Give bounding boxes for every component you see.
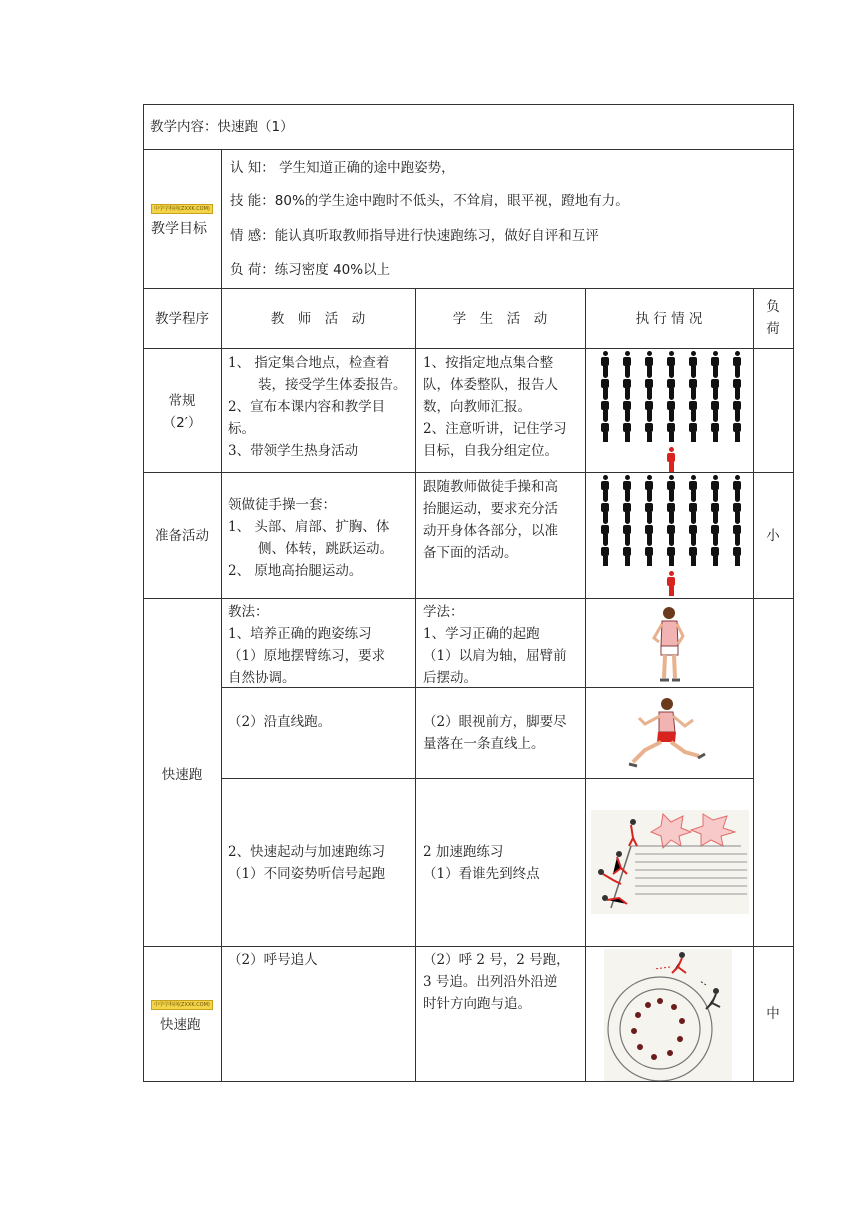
student-figure bbox=[622, 417, 632, 449]
col-load-2: 荷 bbox=[766, 321, 780, 337]
watermark-logo: 中学学科网(ZXXK.COM) bbox=[151, 204, 213, 214]
student-figure bbox=[710, 417, 720, 449]
sprint1-teacher-c: 2、快速起动与加速跑练习 （1）不同姿势听信号起跑 bbox=[228, 844, 386, 882]
student-figure bbox=[644, 541, 654, 573]
routine-student: 1、按指定地点集合整 队，体委整队，报告人 数，向教师汇报。 2、注意听讲，记住学习 目标，自我分组定位。 bbox=[423, 355, 567, 459]
arm-swing-illustration bbox=[645, 604, 695, 686]
student-figure bbox=[688, 541, 698, 573]
routine-time: （2′） bbox=[162, 415, 202, 431]
sprint1-teacher-a: 教法： 1、培养正确的跑姿练习 （1）原地摆臂练习，要求 自然协调。 bbox=[228, 604, 386, 686]
student-figure bbox=[688, 417, 698, 449]
goal-skill: 技 能：80%的学生途中跑时不低头，不耸肩，眼平视，蹬地有力。 bbox=[230, 193, 629, 209]
student-figure bbox=[666, 417, 676, 449]
watermark-logo-2: 中学学科网(ZXXK.COM) bbox=[151, 1000, 213, 1010]
sprint1-student-a: 学法： 1、学习正确的起跑 （1）以肩为轴，屈臂前 后摆动。 bbox=[423, 604, 567, 686]
prep-label: 准备活动 bbox=[155, 528, 209, 544]
formation-diagram-routine bbox=[598, 351, 748, 471]
col-student: 学 生 活 动 bbox=[452, 311, 548, 327]
student-figure bbox=[732, 541, 742, 573]
col-load-1: 负 bbox=[766, 299, 780, 315]
goals-label: 教学目标 bbox=[151, 221, 207, 237]
prep-teacher: 领做徒手操一套： 1、 头部、肩部、扩胸、体 侧、体转，跳跃运动。 2、 原地高抬腿运动。 bbox=[228, 497, 393, 579]
routine-teacher: 1、 指定集合地点，检查着 装，接受学生体委报告。 2、宣布本课内容和教学目 标。 3、带领学生热身活动 bbox=[228, 355, 407, 459]
goal-load: 负 荷：练习密度 40%以上 bbox=[230, 262, 391, 278]
student-figure bbox=[710, 541, 720, 573]
col-execution: 执 行 情 况 bbox=[635, 311, 703, 327]
sprint1-teacher-b: （2）沿直线跑。 bbox=[228, 714, 332, 730]
teacher-figure bbox=[666, 571, 676, 603]
sprint1-label: 快速跑 bbox=[161, 767, 203, 783]
sprint1-student-b: （2）眼视前方，脚要尽 量落在一条直线上。 bbox=[423, 714, 567, 752]
goal-emotion: 情 感：能认真听取教师指导进行快速跑练习，做好自评和互评 bbox=[230, 228, 599, 244]
student-figure bbox=[644, 417, 654, 449]
prep-load: 小 bbox=[766, 528, 780, 544]
routine-label: 常规 bbox=[168, 393, 196, 409]
student-figure bbox=[600, 541, 610, 573]
prep-student: 跟随教师做徒手操和高 抬腿运动，要求充分活 动开身体各部分，以准 备下面的活动。 bbox=[423, 479, 558, 561]
straight-run-illustration bbox=[615, 694, 715, 774]
sprint1-student-c: 2 加速跑练习 （1）看谁先到终点 bbox=[423, 844, 540, 882]
start-practice-illustration bbox=[591, 810, 749, 914]
formation-diagram-prep bbox=[598, 475, 748, 597]
goal-cognition: 认 知： 学生知道正确的途中跑姿势， bbox=[230, 160, 455, 176]
col-teacher: 教 师 活 动 bbox=[270, 311, 366, 327]
student-figure bbox=[732, 417, 742, 449]
sprint2-teacher: （2）呼号追人 bbox=[228, 952, 318, 968]
sprint2-label: 快速跑 bbox=[160, 1017, 201, 1033]
col-procedure: 教学程序 bbox=[155, 311, 209, 327]
student-figure bbox=[600, 417, 610, 449]
chase-circle-illustration bbox=[604, 949, 732, 1081]
student-figure bbox=[622, 541, 632, 573]
sprint2-load: 中 bbox=[766, 1006, 780, 1022]
student-figure bbox=[666, 541, 676, 573]
sprint2-student: （2）呼 2 号，2 号跑， 3 号追。出列沿外沿逆 时针方向跑与追。 bbox=[423, 952, 570, 1012]
lesson-content-title: 教学内容：快速跑（1） bbox=[150, 119, 294, 135]
